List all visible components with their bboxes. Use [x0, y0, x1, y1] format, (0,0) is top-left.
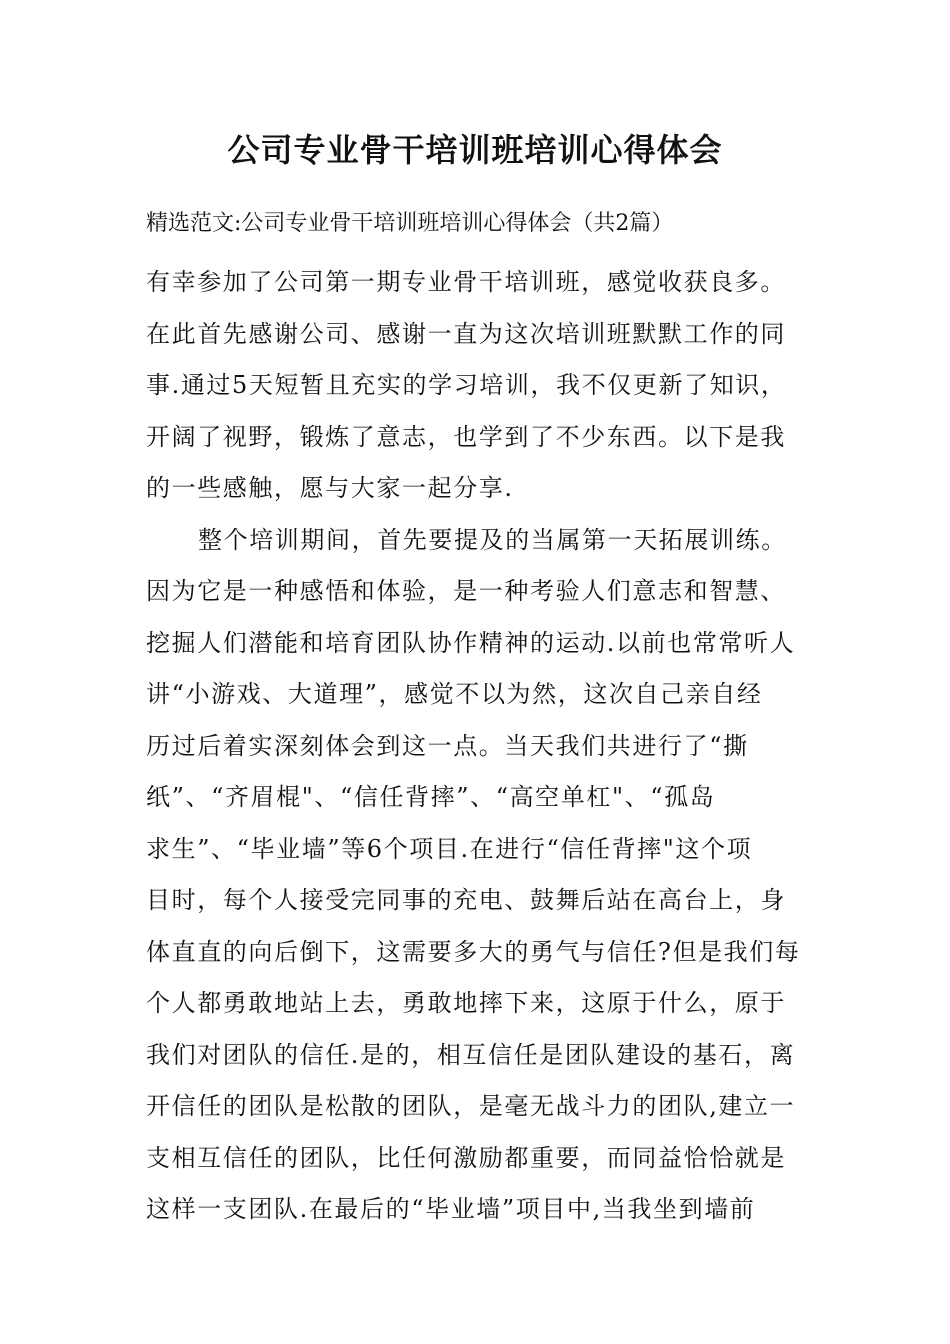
- body-line: 我们对团队的信任.是的，相互信任是团队建设的基石，离: [146, 1040, 796, 1069]
- body-line: 整个培训期间，首先要提及的当属第一天拓展训练。: [198, 525, 787, 554]
- body-line: 纸”、“齐眉棍"、“信任背摔”、“高空单杠"、“孤岛: [146, 783, 716, 811]
- document-body: [146, 257, 808, 1236]
- body-line: 求生”、“毕业墙”等6个项目.在进行“信任背摔"这个项: [146, 834, 753, 863]
- body-line: 目时，每个人接受完同事的充电、鼓舞后站在高台上，身: [146, 886, 786, 914]
- body-line: 有幸参加了公司第一期专业骨干培训班，感觉收获良多。: [146, 268, 786, 296]
- body-line: 支相互信任的团队，比任何激励都重要，而同益恰恰就是: [146, 1143, 786, 1172]
- body-line: 在此首先感谢公司、感谢一直为这次培训班默默工作的同: [146, 319, 786, 348]
- document-subtitle: 精选范文:公司专业骨干培训班培训心得体会（共2篇）: [146, 211, 674, 236]
- body-line: 事.通过5天短暂且充实的学习培训，我不仅更新了知识，: [146, 371, 787, 399]
- body-line: 个人都勇敢地站上去，勇敢地摔下来，这原于什么，原于: [146, 989, 786, 1017]
- body-line: 的一些感触，愿与大家一起分享.: [146, 474, 514, 502]
- body-line: 这样一支团队.在最后的“毕业墙”项目中,当我坐到墙前: [146, 1195, 756, 1223]
- body-line: 体直直的向后倒下，这需要多大的勇气与信任?但是我们每: [146, 937, 801, 966]
- body-line: 挖掘人们潜能和培育团队协作精神的运动.以前也常常听人: [146, 628, 796, 657]
- body-line: 因为它是一种感悟和体验，是一种考验人们意志和智慧、: [146, 577, 786, 605]
- document-title: 公司专业骨干培训班培训心得体会: [227, 131, 723, 169]
- body-line: 开阔了视野，锻炼了意志，也学到了不少东西。以下是我: [146, 422, 786, 451]
- body-line: 历过后着实深刻体会到这一点。当天我们共进行了“撕: [146, 731, 749, 760]
- body-line: 开信任的团队是松散的团队，是毫无战斗力的团队,建立一: [146, 1092, 796, 1120]
- body-line: 讲“小游戏、大道理”，感觉不以为然，这次自己亲自经: [146, 680, 763, 708]
